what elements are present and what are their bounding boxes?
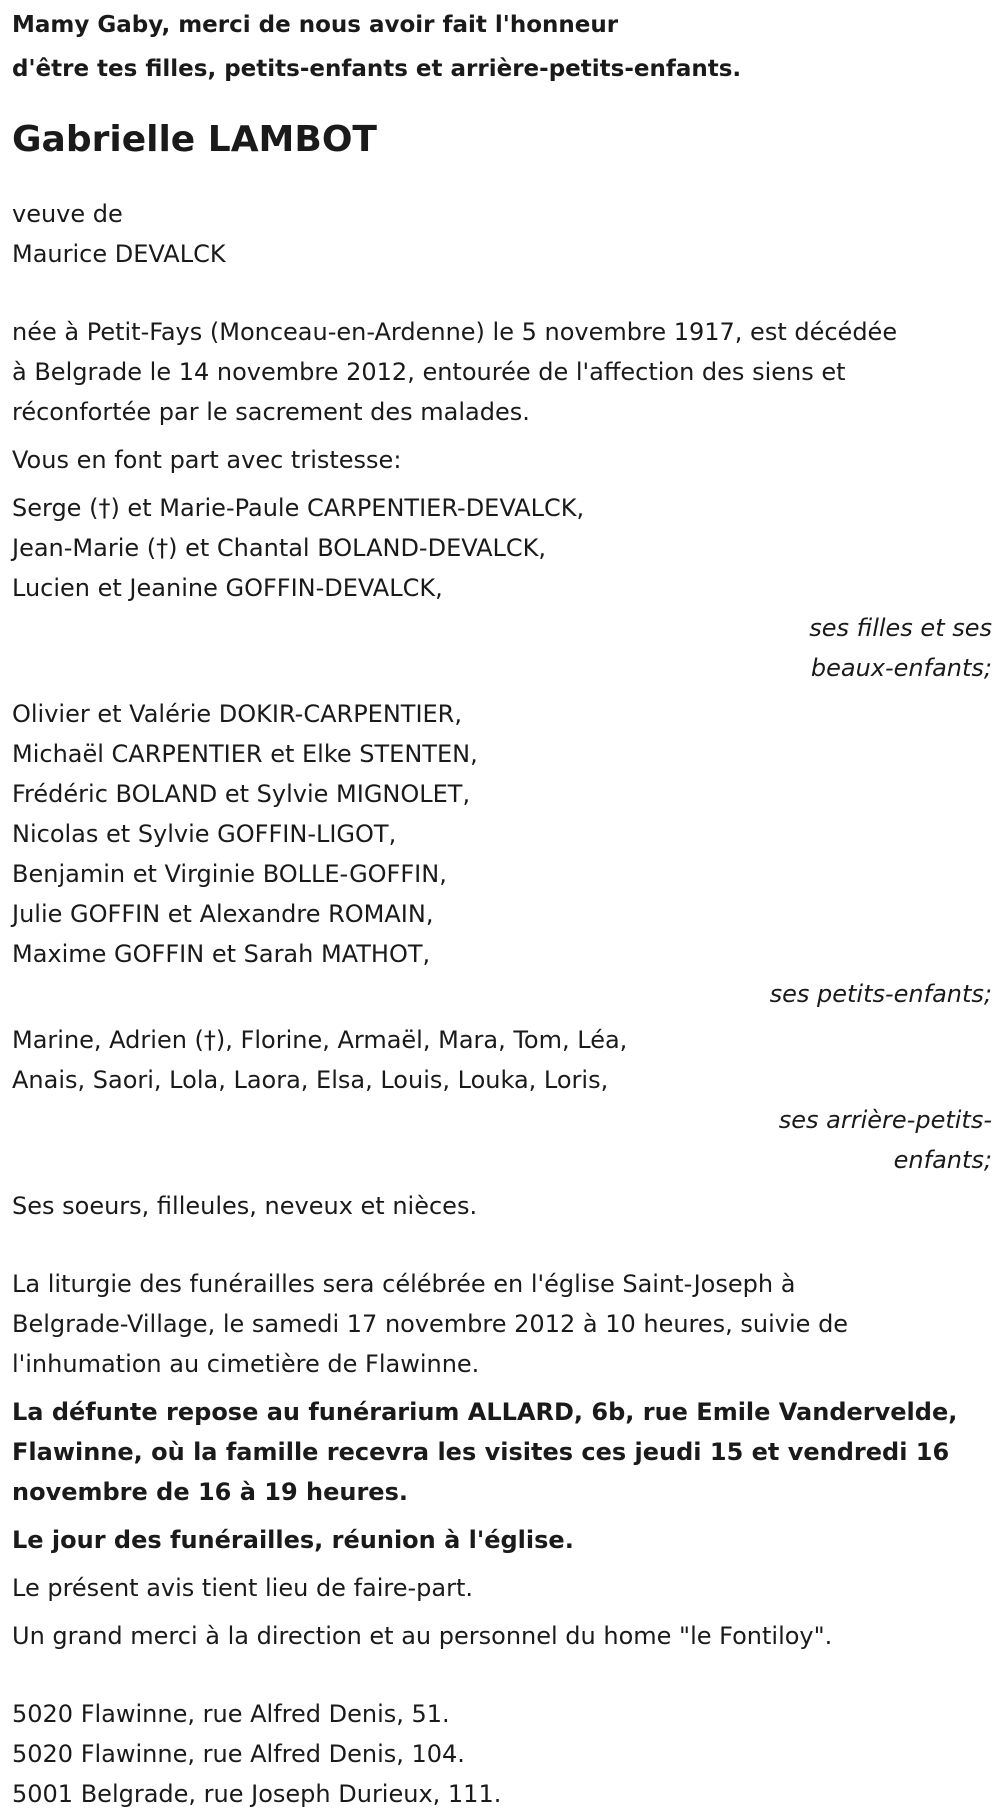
meeting-info: Le jour des funérailles, réunion à l'église.: [12, 1526, 574, 1554]
liturgy-line: La liturgie des funérailles sera célébrée en l'église Saint-Joseph à: [12, 1270, 796, 1298]
family-line: Marine, Adrien (†), Florine, Armaël, Mara, Tom, Léa,: [12, 1026, 628, 1054]
deceased-name: Gabrielle LAMBOT: [12, 119, 377, 160]
family-line: Benjamin et Virginie BOLLE-GOFFIN,: [12, 860, 447, 888]
notice-text: Le présent avis tient lieu de faire-part.: [12, 1574, 474, 1602]
other-relatives: Ses soeurs, filleules, neveux et nièces.: [12, 1192, 478, 1220]
relation-label: ses petits-enfants;: [769, 980, 992, 1008]
intro-dedication: [12, 0, 988, 94]
funeral-home-line: novembre de 16 à 19 heures.: [12, 1478, 408, 1506]
family-line: Jean-Marie (†) et Chantal BOLAND-DEVALCK,: [12, 534, 547, 562]
widow-of-label: veuve de: [12, 200, 123, 228]
bio-line: à Belgrade le 14 novembre 2012, entourée de l'affection des siens et: [12, 358, 846, 386]
relation-label: ses filles et ses: [809, 614, 992, 642]
address-line: 5001 Belgrade, rue Joseph Durieux, 111.: [12, 1780, 502, 1808]
liturgy-info: [12, 1264, 988, 1384]
funeral-home-line: Flawinne, où la famille recevra les visites ces jeudi 15 et vendredi 16: [12, 1438, 950, 1466]
liturgy-line: l'inhumation au cimetière de Flawinne.: [12, 1350, 480, 1378]
family-line: Maxime GOFFIN et Sarah MATHOT,: [12, 940, 431, 968]
intro-line: Mamy Gaby, merci de nous avoir fait l'honneur: [12, 12, 619, 38]
grandchildren-label: [12, 974, 994, 1014]
family-line: Nicolas et Sylvie GOFFIN-LIGOT,: [12, 820, 397, 848]
relation-label: enfants;: [893, 1146, 992, 1174]
family-line: Anais, Saori, Lola, Laora, Elsa, Louis, Louka, Loris,: [12, 1066, 609, 1094]
address-line: 5020 Flawinne, rue Alfred Denis, 51.: [12, 1700, 450, 1728]
bio-line: née à Petit-Fays (Monceau-en-Ardenne) le 5 novembre 1917, est décédée: [12, 318, 898, 346]
family-line: Serge (†) et Marie-Paule CARPENTIER-DEVALCK,: [12, 494, 585, 522]
spouse-block: [12, 194, 988, 274]
daughters-label: [12, 608, 994, 688]
biography: [12, 312, 988, 432]
relation-label: ses arrière-petits-: [778, 1106, 992, 1134]
spouse-name: Maurice DEVALCK: [12, 240, 226, 268]
intro-line: d'être tes filles, petits-enfants et arrière-petits-enfants.: [12, 56, 742, 82]
grandchildren-list: [12, 694, 988, 974]
address-line: 5020 Flawinne, rue Alfred Denis, 104.: [12, 1740, 465, 1768]
family-line: Frédéric BOLAND et Sylvie MIGNOLET,: [12, 780, 471, 808]
addresses: [12, 1694, 988, 1814]
family-line: Lucien et Jeanine GOFFIN-DEVALCK,: [12, 574, 443, 602]
liturgy-line: Belgrade-Village, le samedi 17 novembre 2012 à 10 heures, suivie de: [12, 1310, 849, 1338]
family-line: Michaël CARPENTIER et Elke STENTEN,: [12, 740, 478, 768]
bio-line: réconfortée par le sacrement des malades.: [12, 398, 530, 426]
funeral-home-info: [12, 1392, 988, 1512]
daughters-list: [12, 488, 988, 608]
thanks-text: Un grand merci à la direction et au personnel du home "le Fontiloy".: [12, 1622, 833, 1650]
relation-label: beaux-enfants;: [810, 654, 992, 682]
great-grandchildren-label: [12, 1100, 994, 1180]
great-grandchildren-list: [12, 1020, 988, 1100]
announcement: Vous en font part avec tristesse:: [12, 446, 402, 474]
family-line: Julie GOFFIN et Alexandre ROMAIN,: [12, 900, 434, 928]
family-line: Olivier et Valérie DOKIR-CARPENTIER,: [12, 700, 462, 728]
funeral-home-line: La défunte repose au funérarium ALLARD, 6b, rue Emile Vandervelde,: [12, 1398, 958, 1426]
